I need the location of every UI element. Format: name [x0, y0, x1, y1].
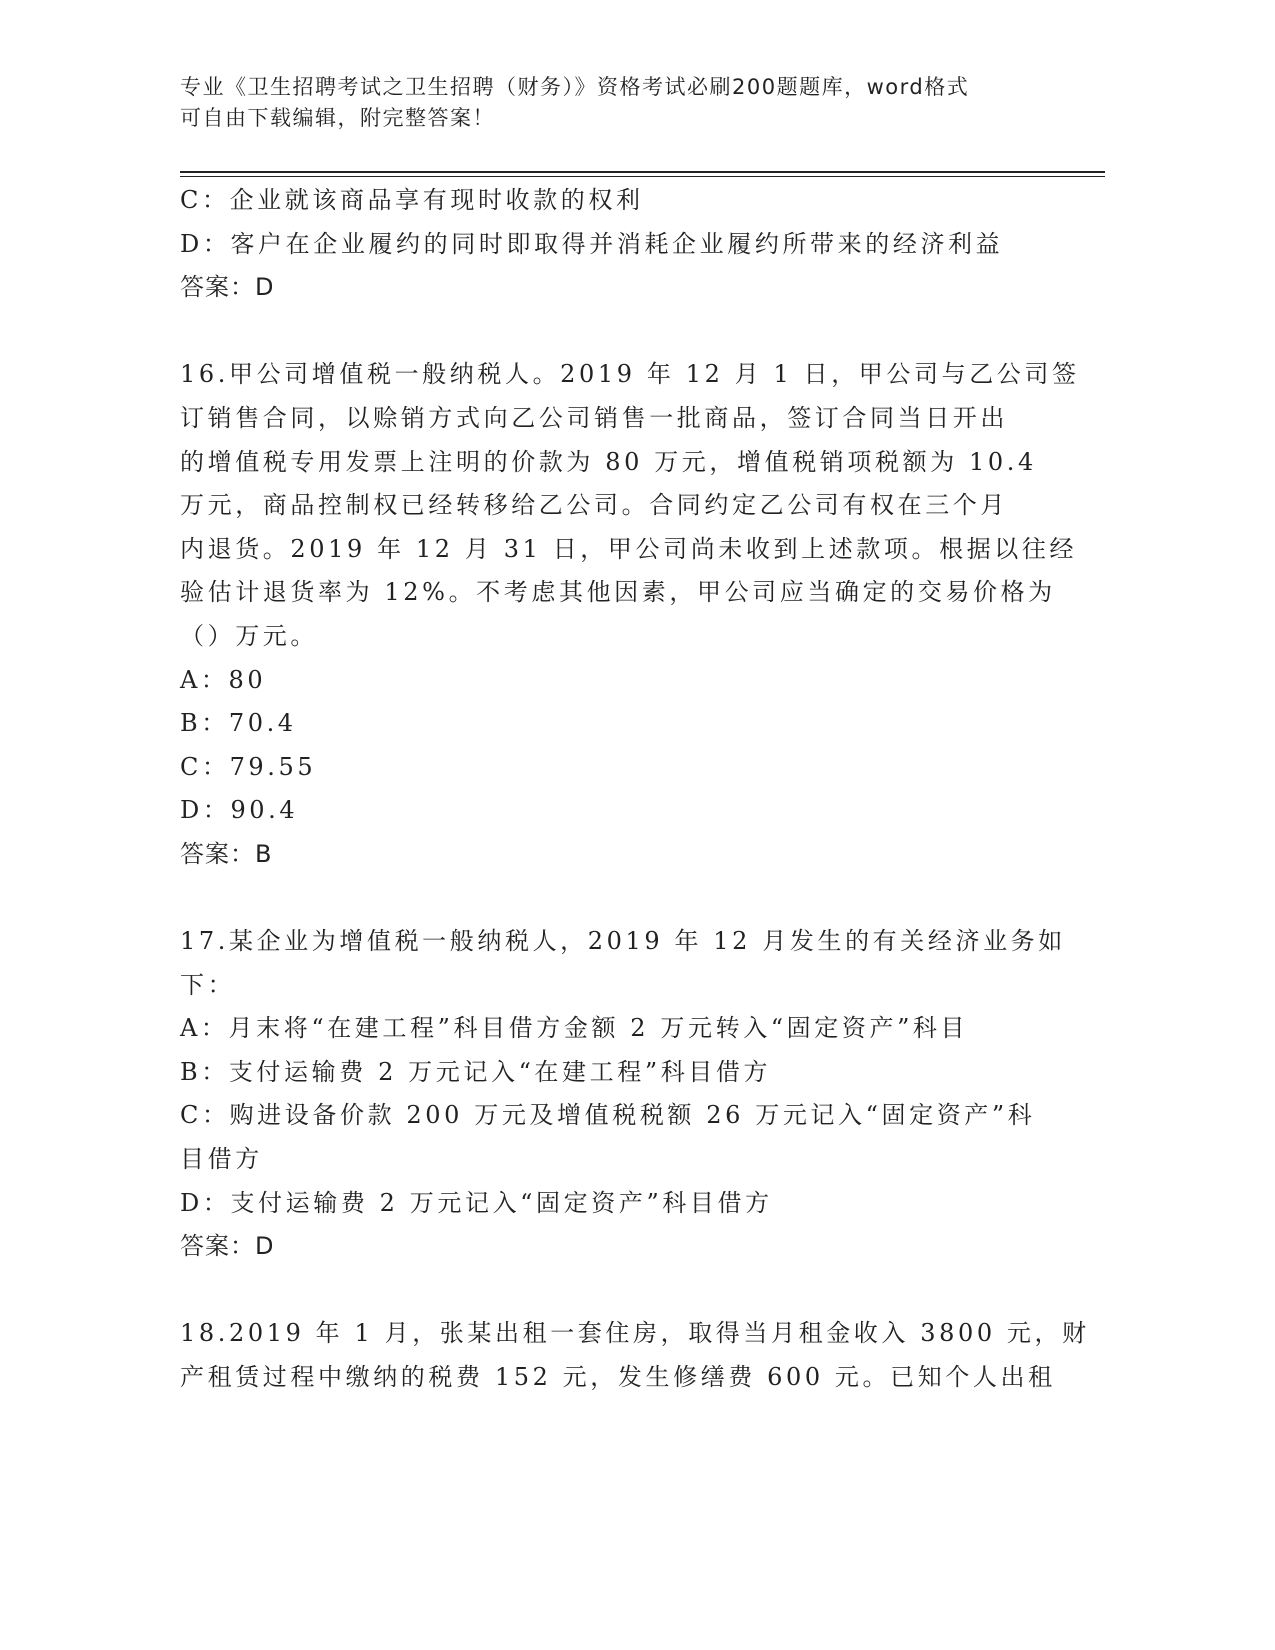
- option-c: C：79.55: [180, 752, 317, 781]
- option-d: D：支付运输费 2 万元记入“固定资产”科目借方: [180, 1188, 773, 1217]
- document-body: [180, 179, 1090, 1400]
- question-15-tail: [180, 179, 1080, 310]
- question-stem-line: 的增值税专用发票上注明的价款为 80 万元，增值税销项税额为 10.4: [180, 447, 1037, 476]
- question-stem-line: 16.甲公司增值税一般纳税人。2019 年 12 月 1 日，甲公司与乙公司签: [180, 360, 1080, 389]
- question-stem-line: 产租赁过程中缴纳的税费 152 元，发生修缮费 600 元。已知个人出租: [180, 1363, 1056, 1392]
- option-c: C：企业就该商品享有现时收款的权利: [180, 186, 644, 214]
- question-stem-line: 18.2019 年 1 月，张某出租一套住房，取得当月租金收入 3800 元，财: [180, 1319, 1090, 1348]
- question-18: [180, 1312, 1090, 1399]
- question-stem-line: 验估计退货率为 12%。不考虑其他因素，甲公司应当确定的交易价格为: [180, 578, 1056, 607]
- option-b: B：支付运输费 2 万元记入“在建工程”科目借方: [180, 1057, 772, 1086]
- header-divider: [180, 176, 1105, 177]
- question-stem-line: 下：: [180, 970, 236, 999]
- question-16: [180, 353, 1080, 876]
- header-line: 专业《卫生招聘考试之卫生招聘（财务）》资格考试必刷200题题库，word格式: [180, 75, 970, 99]
- question-stem-line: 内退货。2019 年 12 月 31 日，甲公司尚未收到上述款项。根据以往经: [180, 534, 1078, 563]
- question-stem-line: 万元，商品控制权已经转移给乙公司。合同约定乙公司有权在三个月: [180, 491, 1008, 520]
- answer: 答案：D: [180, 1232, 275, 1261]
- document-header: [180, 72, 1040, 134]
- option-a: A：80: [180, 665, 267, 694]
- header-divider: [180, 171, 1105, 173]
- option-a: A：月末将“在建工程”科目借方金额 2 万元转入“固定资产”科目: [180, 1014, 969, 1043]
- answer: 答案：B: [180, 839, 273, 868]
- question-stem-line: 17.某企业为增值税一般纳税人，2019 年 12 月发生的有关经济业务如: [180, 927, 1066, 956]
- question-stem-line: 订销售合同，以赊销方式向乙公司销售一批商品，签订合同当日开出: [180, 403, 1008, 432]
- option-d: D：客户在企业履约的同时即取得并消耗企业履约所带来的经济利益: [180, 229, 1004, 258]
- question-17: [180, 920, 1080, 1269]
- answer: 答案：D: [180, 273, 275, 302]
- header-line: 可自由下载编辑，附完整答案！: [180, 106, 495, 130]
- option-c-continued: 目借方: [180, 1145, 263, 1174]
- option-c: C：购进设备价款 200 万元及增值税税额 26 万元记入“固定资产”科: [180, 1101, 1036, 1130]
- option-b: B：70.4: [180, 709, 297, 738]
- question-stem-line: （）万元。: [180, 621, 318, 650]
- option-d: D：90.4: [180, 796, 299, 825]
